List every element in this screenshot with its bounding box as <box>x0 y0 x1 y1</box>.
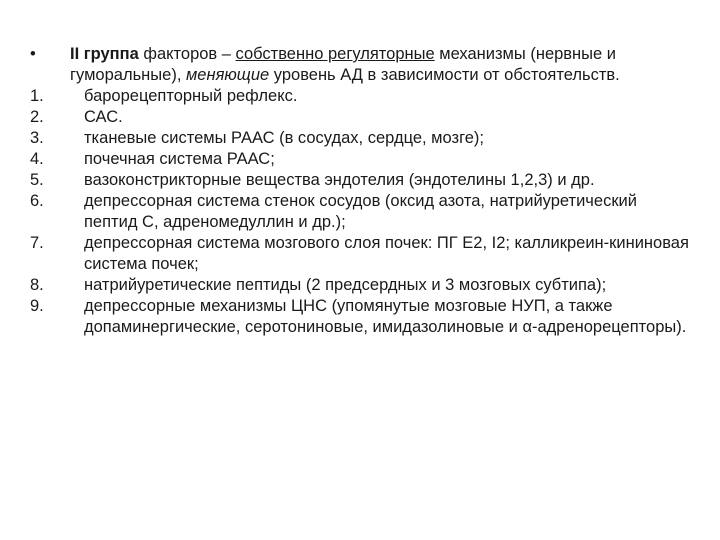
list-item-number: 6. <box>30 192 44 210</box>
list-item-text: депрессорная система стенок сосудов (оксид азота, натрийуретический пептид С, адреномедуллин и др.); <box>84 192 637 231</box>
list-item-number: 4. <box>30 150 44 168</box>
slide-content <box>30 44 690 338</box>
list-item-number: 5. <box>30 171 44 189</box>
list-item-text: депрессорная система мозгового слоя почек: ПГ Е2, I2; калликреин-кининовая система почек; <box>84 234 689 273</box>
list-item-text: депрессорные механизмы ЦНС (упомянутые мозговые НУП, а также допаминергические, серотониновые, имидазолиновые и α-адренорецепторы). <box>84 297 687 336</box>
list-item-number: 7. <box>30 234 44 252</box>
list-item <box>30 275 690 296</box>
list-item-text: тканевые системы РААС (в сосудах, сердце, мозге); <box>84 129 484 147</box>
list-item <box>30 191 690 233</box>
factor-list <box>30 86 690 338</box>
intro-text-part3: уровень АД в зависимости от обстоятельств. <box>269 66 620 84</box>
list-item-number: 3. <box>30 129 44 147</box>
list-item-text: барорецепторный рефлекс. <box>84 87 298 105</box>
list-item-number: 9. <box>30 297 44 315</box>
list-item <box>30 128 690 149</box>
list-item-text: натрийуретические пептиды (2 предсердных и 3 мозговых субтипа); <box>84 276 607 294</box>
intro-text-part1: факторов – <box>138 45 236 63</box>
list-item-number: 8. <box>30 276 44 294</box>
list-item <box>30 107 690 128</box>
intro-underlined-text: собственно регуляторные <box>235 45 435 63</box>
list-item <box>30 170 690 191</box>
list-item-number: 1. <box>30 87 44 105</box>
list-item <box>30 86 690 107</box>
list-item <box>30 233 690 275</box>
list-item <box>30 149 690 170</box>
list-item-text: САС. <box>84 108 123 126</box>
intro-bullet-paragraph <box>30 44 690 86</box>
intro-italic-word: меняющие <box>186 66 270 84</box>
list-item-text: почечная система РААС; <box>84 150 275 168</box>
list-item-number: 2. <box>30 108 44 126</box>
group-label: II группа <box>70 45 139 63</box>
list-item <box>30 296 690 338</box>
intro-text-part2: механизмы (нервные и гуморальные), <box>70 45 617 84</box>
bullet-icon: • <box>30 45 36 63</box>
list-item-text: вазоконстрикторные вещества эндотелия (эндотелины 1,2,3) и др. <box>84 171 595 189</box>
